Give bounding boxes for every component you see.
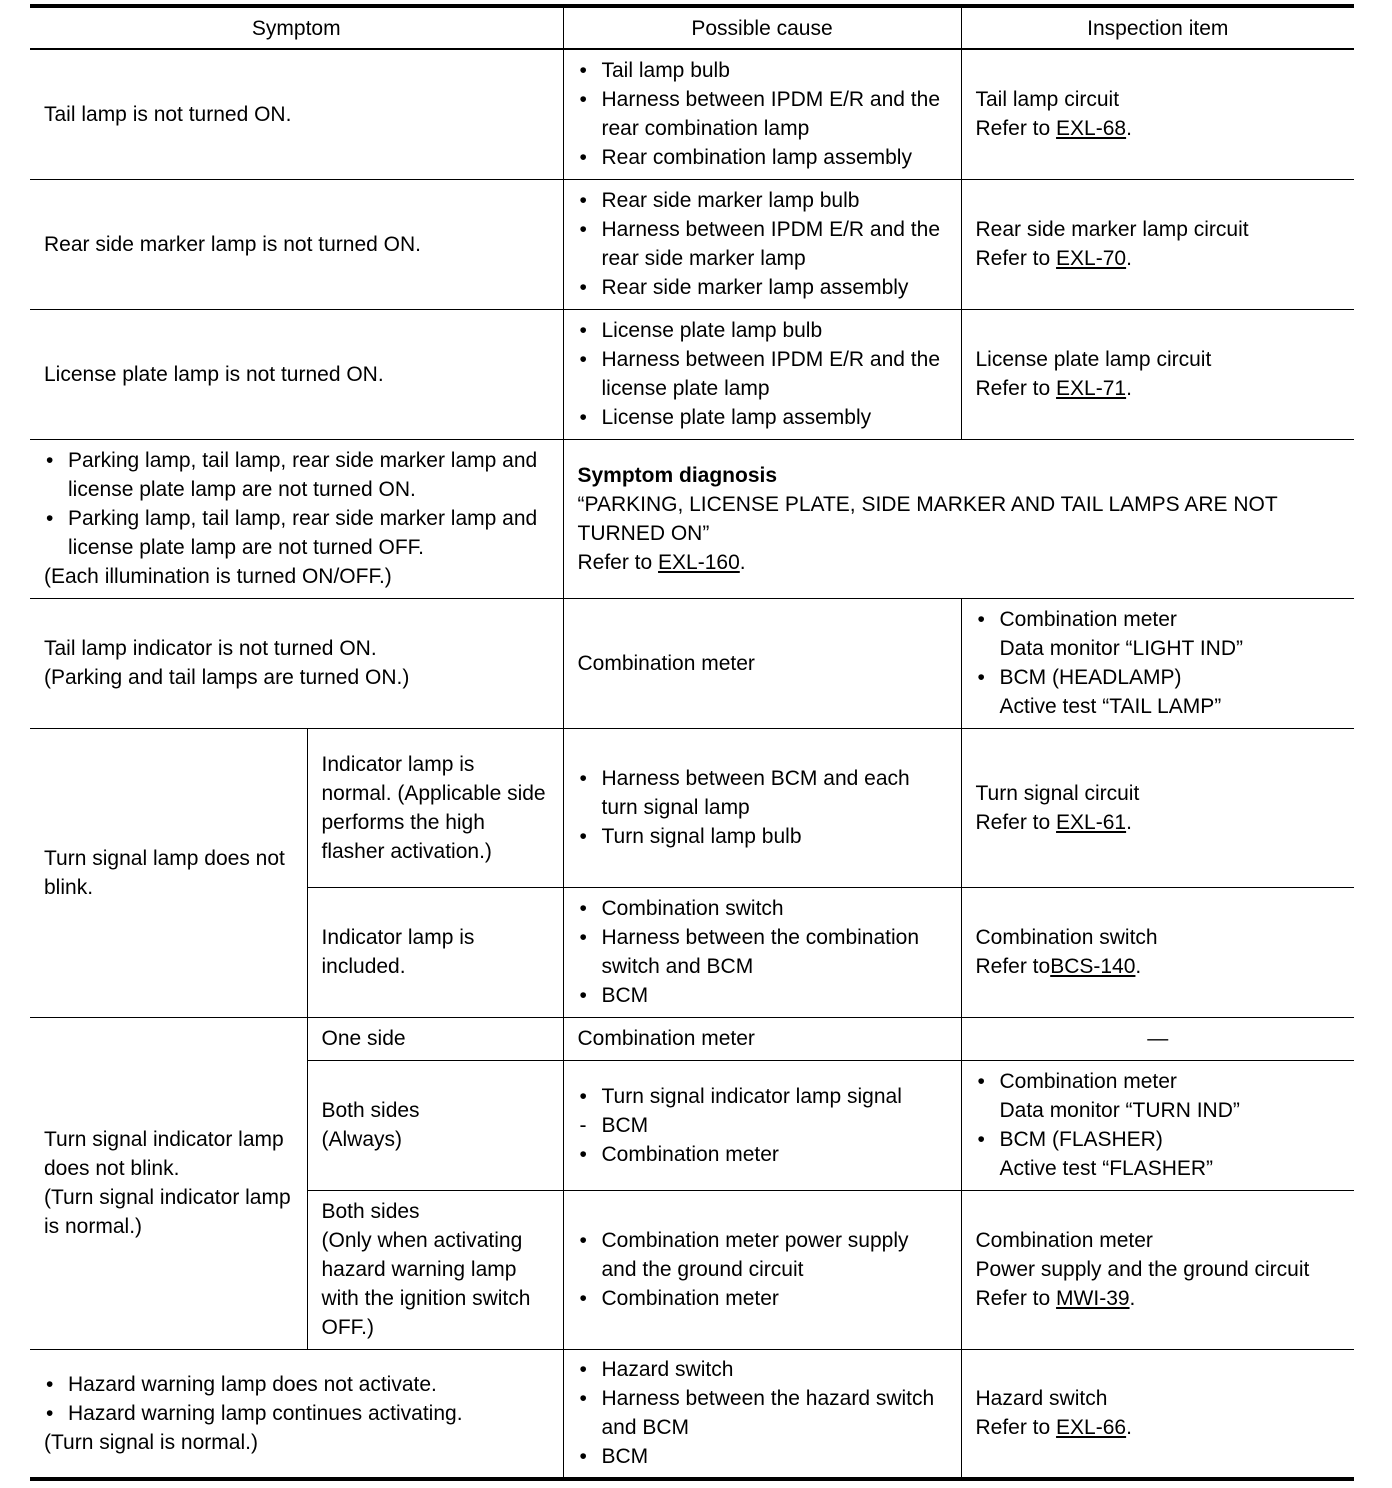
list-item: • License plate lamp bulb	[578, 316, 947, 345]
cause-list	[578, 1226, 947, 1313]
list-item: • BCM	[578, 1442, 947, 1471]
inspection-title: • BCM (HEADLAMP)	[999, 666, 1182, 689]
list-item: • Rear combination lamp assembly	[578, 143, 947, 172]
list-item: • Rear side marker lamp bulb	[578, 186, 947, 215]
ref-link[interactable]: BCS-140	[1050, 955, 1136, 978]
list-item: • Harness between IPDM E/R and the license plate lamp	[578, 345, 947, 403]
period: .	[1126, 1416, 1132, 1440]
list-item	[976, 1067, 1341, 1125]
header-inspection-item: Inspection item	[961, 6, 1354, 49]
inspection-cell	[961, 179, 1354, 309]
symptom-line: Turn signal indicator lamp does not blink.	[44, 1128, 284, 1180]
symptom-cell: Tail lamp is not turned ON.	[30, 49, 563, 179]
condition-cell: Indicator lamp is normal. (Applicable side performs the high flasher activation.)	[307, 728, 563, 887]
refer-text: Refer to	[975, 810, 1057, 834]
list-item: • License plate lamp assembly	[578, 403, 947, 432]
cause-cell	[563, 887, 961, 1017]
list-item: • Harness between IPDM E/R and the rear side marker lamp	[578, 215, 947, 273]
inspection-detail: Data monitor “TURN IND”	[999, 1099, 1240, 1122]
cause-list	[578, 1355, 947, 1471]
inspection-title: Hazard switch	[975, 1387, 1108, 1411]
condition-line: Both sides	[321, 1200, 420, 1223]
ref-link[interactable]: EXL-70	[1056, 247, 1127, 270]
list-item: • Turn signal lamp bulb	[578, 822, 947, 851]
ref-link[interactable]: EXL-66	[1056, 1416, 1127, 1440]
inspection-title: Tail lamp circuit	[975, 88, 1120, 112]
refer-text: Refer to	[975, 1287, 1057, 1310]
inspection-list	[976, 605, 1341, 721]
period: .	[1129, 1287, 1136, 1310]
list-item: • Parking lamp, tail lamp, rear side marker lamp and license plate lamp are not turned OFF.	[44, 504, 549, 562]
list-item: • Hazard warning lamp continues activating.	[44, 1399, 549, 1428]
table-row	[30, 728, 1354, 887]
symptom-line: (Turn signal indicator lamp is normal.)	[44, 1186, 291, 1238]
refer-text: Refer to	[975, 247, 1057, 270]
inspection-cell: —	[961, 1017, 1354, 1060]
cause-list	[578, 56, 947, 172]
table-row	[30, 598, 1354, 728]
cause-list	[578, 186, 947, 302]
cause-cell	[563, 1190, 961, 1349]
inspection-detail: Power supply and the ground circuit	[975, 1258, 1310, 1281]
period: .	[1126, 117, 1132, 141]
inspection-cell	[961, 887, 1354, 1017]
condition-line: Both sides	[321, 1099, 420, 1122]
refer-text: Refer to	[577, 550, 659, 574]
symptom-cell	[30, 439, 563, 598]
symptom-table	[30, 4, 1354, 1481]
cause-cell	[563, 179, 961, 309]
list-item: • Harness between BCM and each turn signal lamp	[578, 764, 947, 822]
inspection-title: Combination switch	[975, 926, 1158, 949]
inspection-cell	[961, 49, 1354, 179]
condition-cell	[307, 1190, 563, 1349]
diagnosis-text: “PARKING, LICENSE PLATE, SIDE MARKER AND TAIL LAMPS ARE NOT TURNED ON”	[577, 492, 1278, 545]
table-row	[30, 1017, 1354, 1060]
symptom-cell: License plate lamp is not turned ON.	[30, 309, 563, 439]
inspection-title: Turn signal circuit	[975, 781, 1140, 805]
refer-text: Refer to	[975, 1416, 1057, 1440]
symptom-cell: Rear side marker lamp is not turned ON.	[30, 179, 563, 309]
cause-cell: Combination meter	[563, 598, 961, 728]
list-item	[976, 663, 1341, 721]
inspection-cell	[961, 1190, 1354, 1349]
header-symptom: Symptom	[30, 6, 563, 49]
list-item: • Combination meter power supply and the ground circuit	[578, 1226, 947, 1284]
table-row	[30, 309, 1354, 439]
condition-cell: One side	[307, 1017, 563, 1060]
cause-cell	[563, 1060, 961, 1190]
ref-link[interactable]: EXL-71	[1056, 377, 1127, 400]
list-item: • Combination switch	[578, 894, 947, 923]
list-item: • BCM	[578, 981, 947, 1010]
header-row	[30, 6, 1354, 49]
cause-list	[578, 764, 947, 851]
inspection-list	[976, 1067, 1341, 1183]
table-row	[30, 1349, 1354, 1479]
cause-cell	[563, 309, 961, 439]
list-item: • Combination meter	[578, 1284, 947, 1313]
cause-list	[578, 316, 947, 432]
list-item: • Harness between the hazard switch and BCM	[578, 1384, 947, 1442]
cause-cell: Combination meter	[563, 1017, 961, 1060]
list-item: • Harness between the combination switch and BCM	[578, 923, 947, 981]
list-item: • Combination meter	[578, 1140, 947, 1169]
symptom-cell: Turn signal lamp does not blink.	[30, 728, 307, 1017]
table-row	[30, 49, 1354, 179]
symptom-list	[44, 446, 549, 562]
inspection-cell	[961, 728, 1354, 887]
period: .	[1126, 377, 1132, 400]
cause-cell	[563, 728, 961, 887]
inspection-title: License plate lamp circuit	[975, 348, 1212, 371]
inspection-detail: Data monitor “LIGHT IND”	[999, 637, 1243, 660]
list-item: • Rear side marker lamp assembly	[578, 273, 947, 302]
period: .	[739, 550, 746, 574]
refer-text: Refer to	[975, 117, 1057, 141]
list-item: • Harness between IPDM E/R and the rear combination lamp	[578, 85, 947, 143]
symptom-line: Tail lamp indicator is not turned ON.	[44, 637, 377, 660]
list-item	[976, 605, 1341, 663]
symptom-line: (Parking and tail lamps are turned ON.)	[44, 666, 410, 689]
list-item: • Hazard switch	[578, 1355, 947, 1384]
cause-list	[578, 1082, 947, 1169]
refer-text: Refer to	[975, 955, 1051, 978]
cause-list	[578, 894, 947, 1010]
inspection-title: • Combination meter	[999, 608, 1177, 631]
list-item: - BCM	[578, 1111, 947, 1140]
symptom-cell	[30, 598, 563, 728]
list-item: • Hazard warning lamp does not activate.	[44, 1370, 549, 1399]
list-item: • Parking lamp, tail lamp, rear side marker lamp and license plate lamp are not turned ON.	[44, 446, 549, 504]
inspection-cell	[961, 1060, 1354, 1190]
inspection-cell	[961, 1349, 1354, 1479]
ref-link[interactable]: MWI-39	[1056, 1287, 1130, 1310]
inspection-title: Combination meter	[975, 1229, 1153, 1252]
condition-cell	[307, 1060, 563, 1190]
period: .	[1135, 955, 1142, 978]
list-item: • Tail lamp bulb	[578, 56, 947, 85]
symptom-note: (Turn signal is normal.)	[44, 1430, 258, 1454]
table-row	[30, 179, 1354, 309]
symptom-list	[44, 1370, 549, 1428]
list-item	[976, 1125, 1341, 1183]
condition-line: (Always)	[321, 1128, 403, 1151]
table-row	[30, 439, 1354, 598]
ref-link[interactable]: EXL-68	[1056, 117, 1127, 141]
symptom-cell	[30, 1017, 307, 1349]
list-item: • Turn signal indicator lamp signal	[578, 1082, 947, 1111]
ref-link[interactable]: EXL-61	[1056, 810, 1127, 834]
inspection-detail: Active test “FLASHER”	[999, 1157, 1214, 1180]
inspection-cell	[961, 309, 1354, 439]
inspection-title: • BCM (FLASHER)	[999, 1128, 1163, 1151]
inspection-title: Rear side marker lamp circuit	[975, 218, 1249, 241]
condition-cell: Indicator lamp is included.	[307, 887, 563, 1017]
symptom-cell	[30, 1349, 563, 1479]
inspection-cell	[961, 598, 1354, 728]
inspection-detail: Active test “TAIL LAMP”	[999, 695, 1222, 718]
period: .	[1126, 247, 1132, 270]
ref-link[interactable]: EXL-160	[658, 550, 740, 574]
symptom-note: (Each illumination is turned ON/OFF.)	[44, 565, 392, 588]
inspection-title: • Combination meter	[999, 1070, 1177, 1093]
header-possible-cause: Possible cause	[563, 6, 961, 49]
refer-text: Refer to	[975, 377, 1057, 400]
cause-cell	[563, 49, 961, 179]
diagnosis-cell	[563, 439, 1354, 598]
diagnosis-title: Symptom diagnosis	[577, 463, 778, 487]
cause-cell	[563, 1349, 961, 1479]
period: .	[1126, 810, 1132, 834]
condition-line: (Only when activating hazard warning lamp with the ignition switch OFF.)	[321, 1229, 531, 1339]
